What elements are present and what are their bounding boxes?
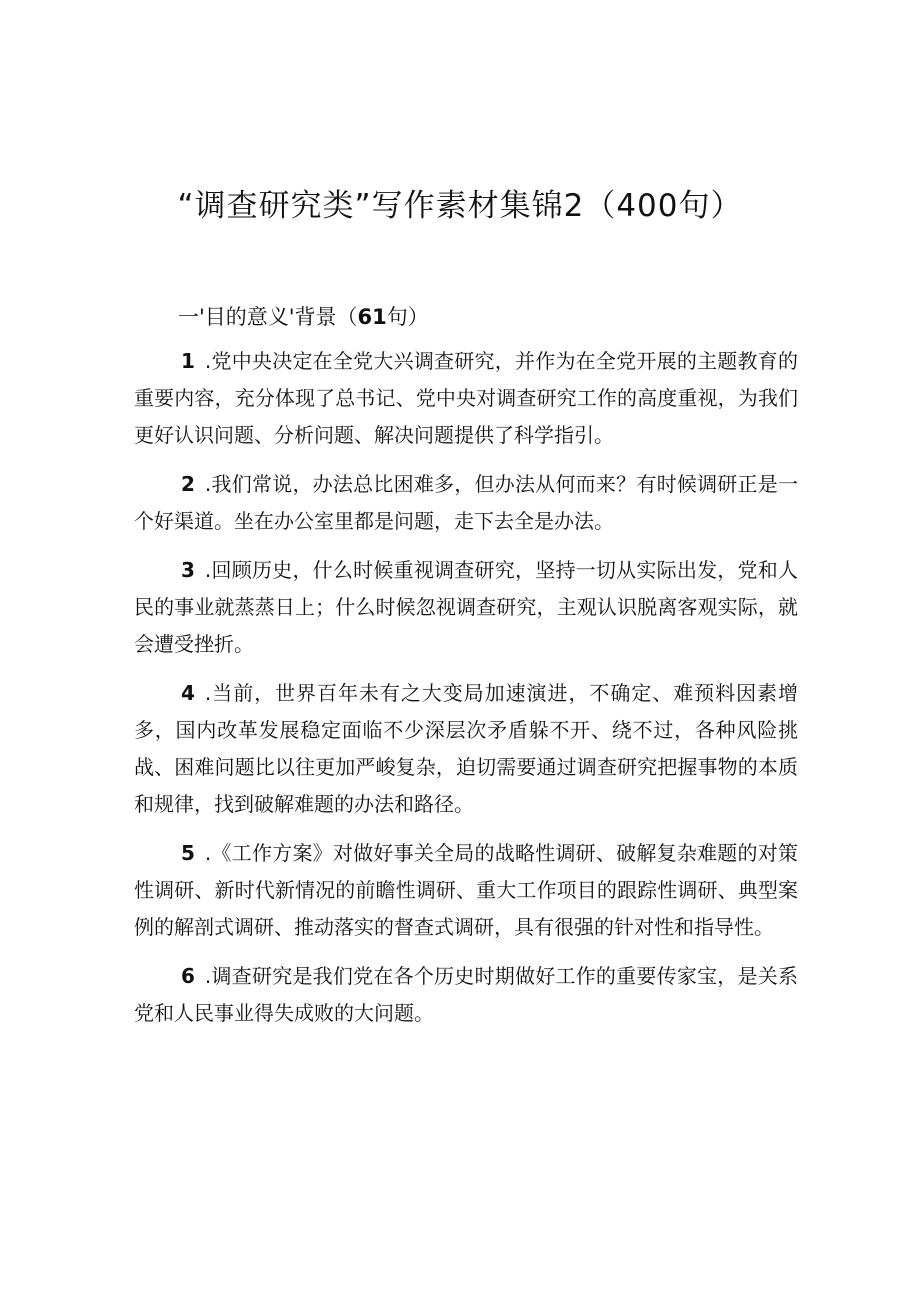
paragraph-text: .党中央决定在全党大兴调查研究，并作为在全党开展的主题教育的重要内容，充分体现了总书记、党中央对调查研究工作的高度重视，为我们更好认识问题、分析问题、解决问题提供了科学指引。 — [134, 349, 798, 447]
paragraph-item — [134, 466, 798, 540]
paragraph-number: 6 — [181, 964, 195, 988]
section-heading-count: 61 — [357, 305, 387, 329]
paragraph-item — [134, 958, 798, 1032]
paragraph-number: 4 — [181, 681, 195, 705]
document-body — [134, 299, 798, 1044]
section-heading-prefix: 一'目的意义'背景（ — [178, 305, 358, 329]
paragraph-number: 1 — [181, 349, 195, 373]
paragraph-number: 2 — [181, 472, 195, 496]
paragraph-text: .回顾历史，什么时候重视调查研究，坚持一切从实际出发，党和人民的事业就蒸蒸日上；什么时候忽视调查研究，主观认识脱离客观实际，就会遭受挫折。 — [134, 558, 798, 656]
paragraph-number: 3 — [181, 558, 195, 582]
paragraph-item — [134, 343, 798, 454]
paragraph-text: .我们常说，办法总比困难多，但办法从何而来？有时候调研正是一个好渠道。坐在办公室里都是问题，走下去全是办法。 — [134, 472, 798, 533]
paragraph-item — [134, 552, 798, 663]
document-title: “调查研究类”写作素材集锦2（400句） — [177, 188, 743, 224]
paragraph-text: .当前，世界百年未有之大变局加速演进，不确定、难预料因素增多，国内改革发展稳定面临不少深层次矛盾躲不开、绕不过，各种风险挑战、困难问题比以往更加严峻复杂，迫切需要通过调查研究把握事物的本质和规律，找到破解难题的办法和路径。 — [134, 681, 798, 816]
section-heading-suffix: 句） — [386, 305, 429, 329]
paragraph-text: .调查研究是我们党在各个历史时期做好工作的重要传家宝，是关系党和人民事业得失成败的大问题。 — [134, 964, 798, 1025]
section-heading — [134, 299, 798, 335]
paragraph-text: .《工作方案》对做好事关全局的战略性调研、破解复杂难题的对策性调研、新时代新情况的前瞻性调研、重大工作项目的跟踪性调研、典型案例的解剖式调研、推动落实的督查式调研，具有很强的针对性和指导性。 — [134, 841, 798, 939]
paragraph-item — [134, 675, 798, 823]
paragraph-item — [134, 835, 798, 946]
paragraph-number: 5 — [181, 841, 195, 865]
